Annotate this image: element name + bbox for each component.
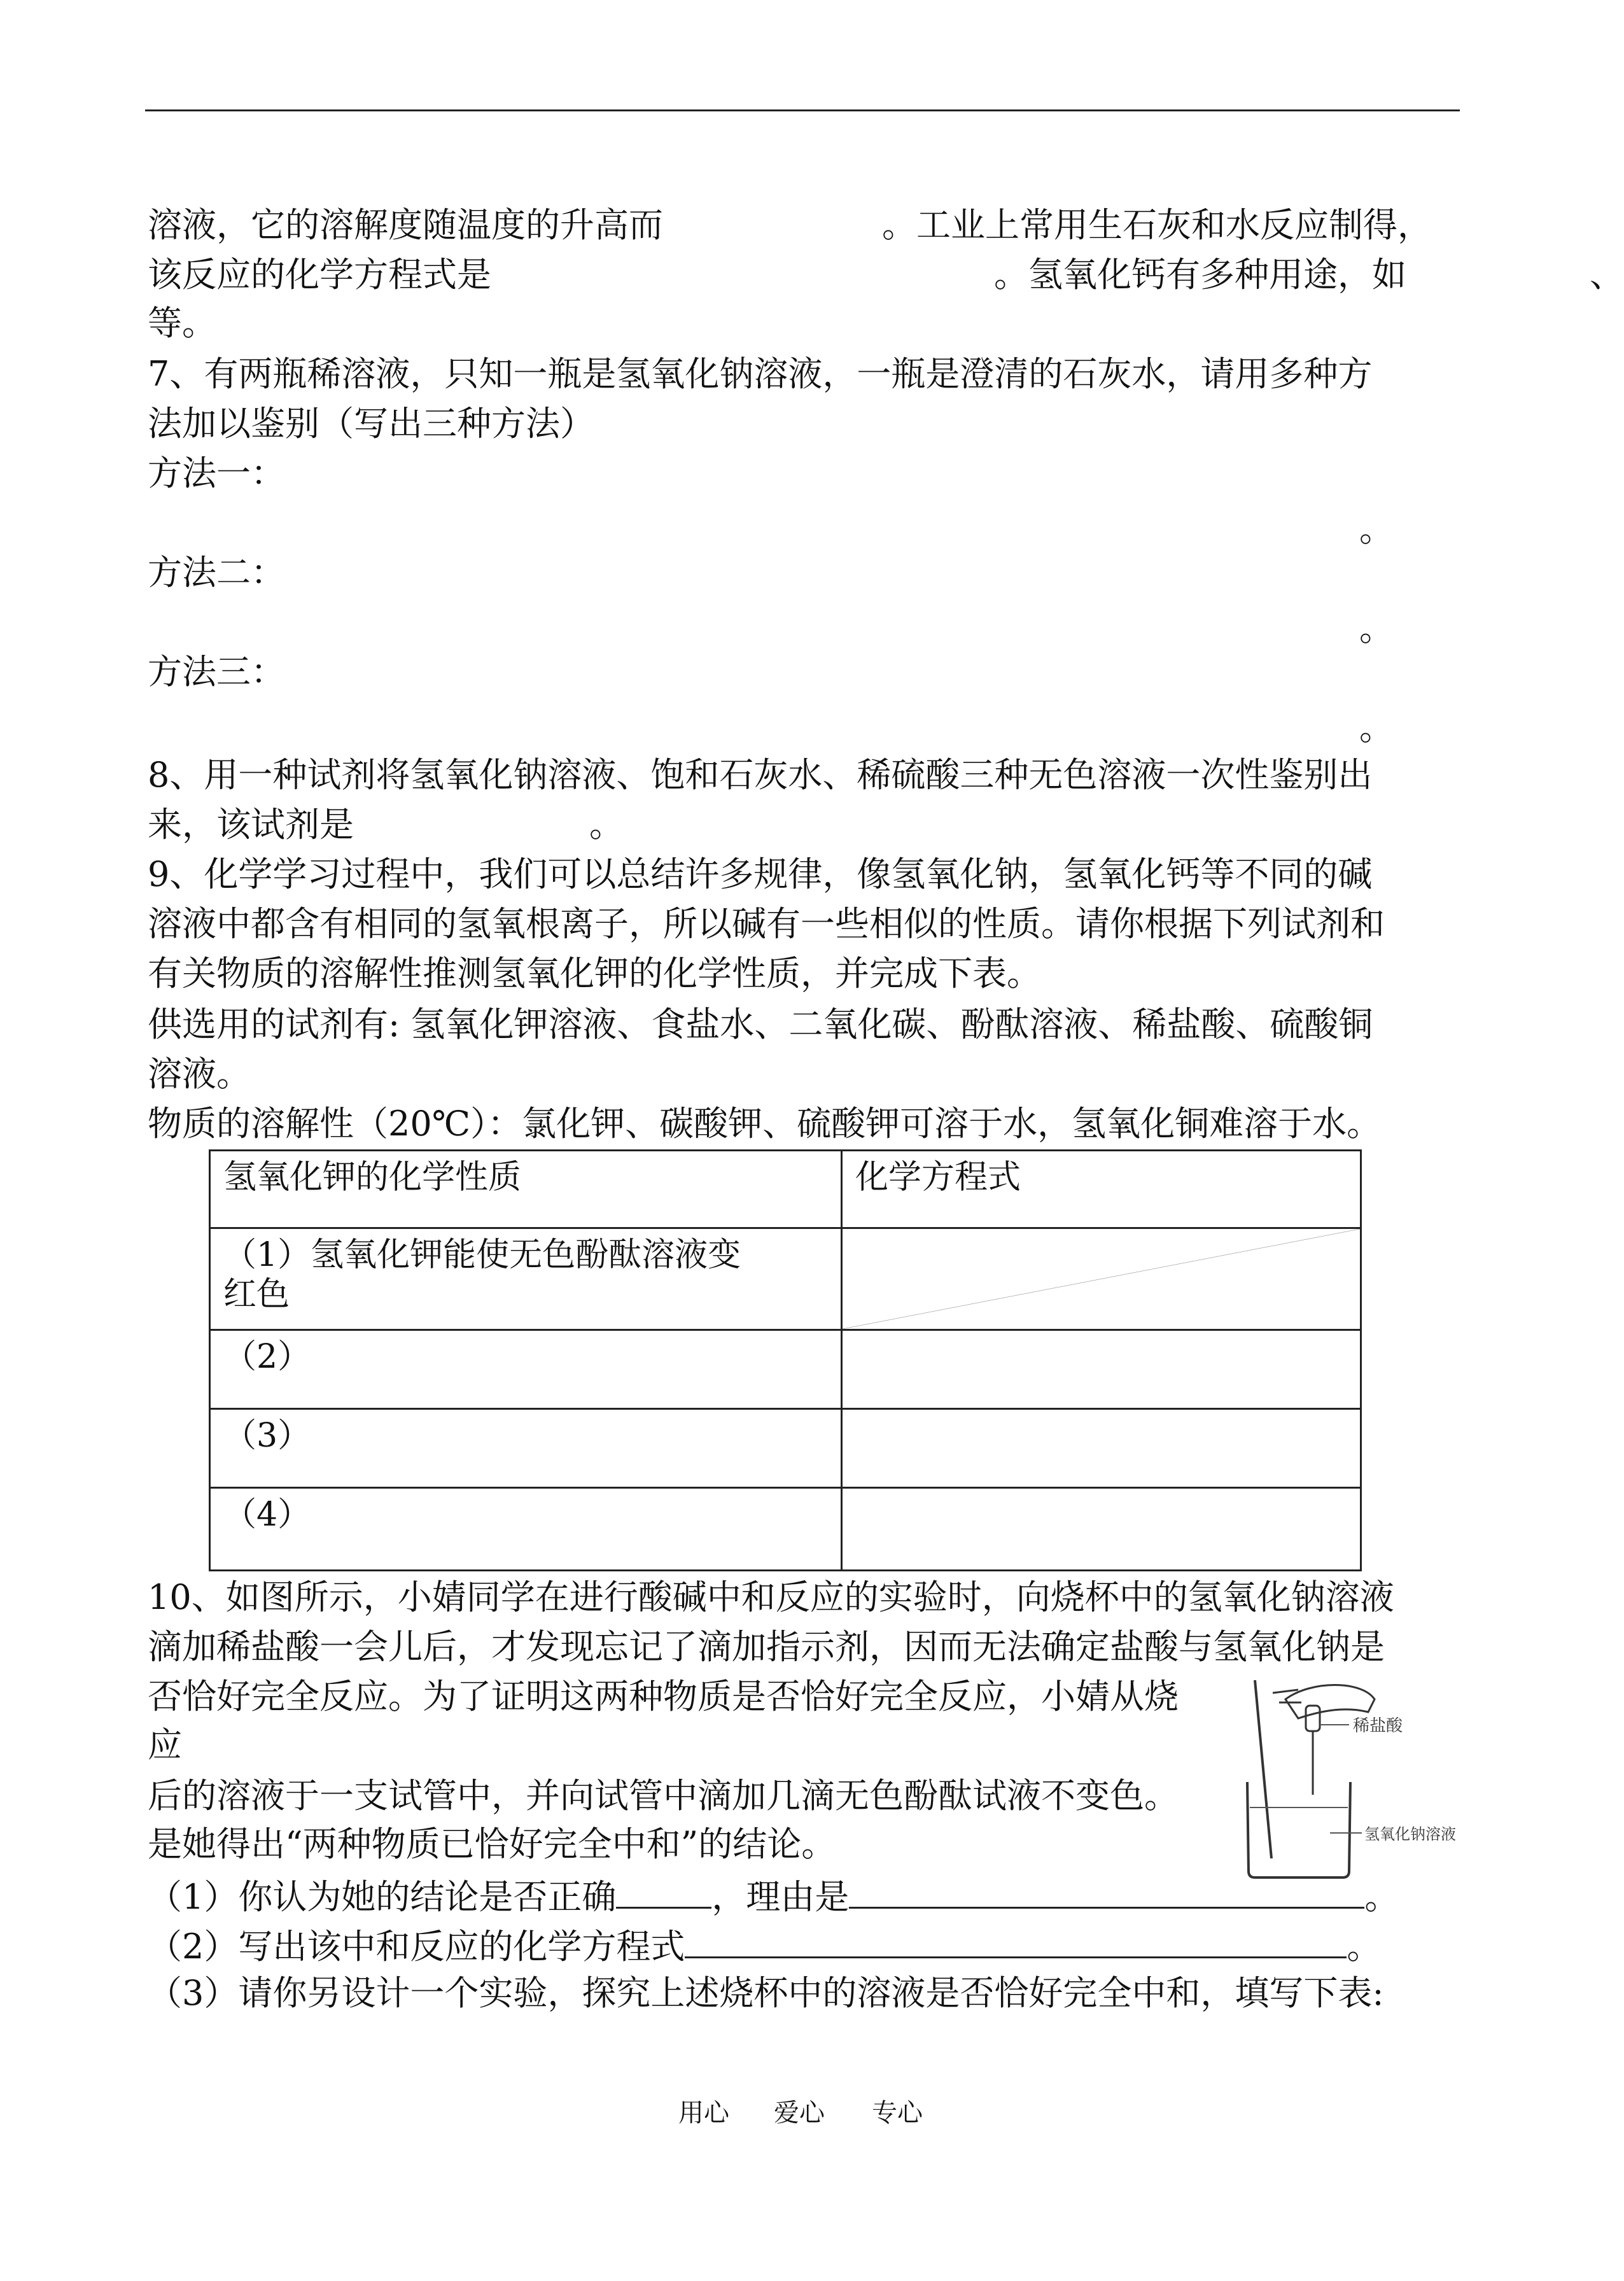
q8-line1: 8、用一种试剂将氢氧化钠溶液、饱和石灰水、稀硫酸三种无色溶液一次性鉴别出 xyxy=(148,755,1373,795)
q10-sub1 xyxy=(148,1874,1399,1918)
q10-line5: 后的溶液于一支试管中，并向试管中滴加几滴无色酚酞试液不变色。 xyxy=(148,1776,1179,1816)
q6-line1b: 。工业上常用生石灰和水反应制得， xyxy=(882,205,1432,245)
row4-equation-cell[interactable] xyxy=(842,1488,1361,1571)
q7-method3: 方法三： xyxy=(148,652,285,692)
correctness-blank[interactable] xyxy=(616,1874,711,1909)
dropper-bulb xyxy=(1306,1706,1320,1731)
q7-method1: 方法一： xyxy=(148,453,285,493)
table-row xyxy=(210,1488,1361,1571)
q9-line4: 供选用的试剂有: 氢氧化钾溶液、食盐水、二氧化碳、酚酞溶液、稀盐酸、硫酸铜 xyxy=(148,1004,1373,1044)
q10-line6: 是她得出“两种物质已恰好完全中和”的结论。 xyxy=(148,1824,836,1864)
diagonal-slash xyxy=(843,1229,1360,1329)
q10-sub3: （3）请你另设计一个实验，探究上述烧杯中的溶液是否恰好完全中和，填写下表: xyxy=(148,1973,1384,2013)
q10-sub2-end: 。 xyxy=(1347,1927,1382,1967)
equation-blank[interactable] xyxy=(685,1923,1347,1958)
q9-line6: 物质的溶解性（20℃）：氯化钾、碳酸钾、硫酸钾可溶于水，氢氧化铜难溶于水。 xyxy=(148,1104,1382,1144)
row3-property: （3） xyxy=(210,1409,842,1488)
row1-property xyxy=(210,1228,842,1330)
q8-line2b: 。 xyxy=(589,804,624,845)
q10-line2: 滴加稀盐酸一会儿后，才发现忘记了滴加指示剂，因而无法确定盐酸与氢氧化钠是 xyxy=(148,1627,1385,1667)
row2-equation-cell[interactable] xyxy=(842,1330,1361,1409)
q10-line1: 10、如图所示，小婧同学在进行酸碱中和反应的实验时，向烧杯中的氢氧化钠溶液 xyxy=(148,1577,1394,1617)
glass-rod xyxy=(1255,1680,1271,1858)
footer-word-3: 专心 xyxy=(872,2098,923,2128)
q6-line2b: 。氢氧化钙有多种用途，如 xyxy=(994,255,1406,295)
row1-line-a: （1）氢氧化钾能使无色酚酞溶液变 xyxy=(223,1236,741,1274)
q7-method2: 方法二： xyxy=(148,552,285,593)
q9-line1: 9、化学学习过程中，我们可以总结许多规律，像氢氧化钠，氢氧化钙等不同的碱 xyxy=(148,854,1373,894)
q10-sub1-end: 。 xyxy=(1364,1877,1399,1917)
koh-properties-table xyxy=(209,1149,1362,1571)
q7-line1: 7、有两瓶稀溶液，只知一瓶是氢氧化钠溶液，一瓶是澄清的石灰水，请用多种方 xyxy=(148,354,1373,394)
beaker-outline xyxy=(1247,1782,1350,1877)
header-property: 氢氧化钾的化学性质 xyxy=(210,1151,842,1228)
q10-line4: 应 xyxy=(148,1725,182,1765)
q7-method3-end: 。 xyxy=(1359,708,1394,748)
row2-property: （2） xyxy=(210,1330,842,1409)
q6-line2c: 、 xyxy=(1590,255,1624,295)
q10-sub1-reason: ，理由是 xyxy=(711,1877,850,1917)
row1-line-b: 红色 xyxy=(223,1275,290,1314)
q6-line1a: 溶液，它的溶解度随温度的升高而 xyxy=(148,205,663,245)
table-header-row xyxy=(210,1151,1361,1228)
beaker-dropper-figure xyxy=(1235,1667,1464,1884)
q7-line2: 法加以鉴别（写出三种方法） xyxy=(148,404,594,444)
table-row xyxy=(210,1330,1361,1409)
q9-line5: 溶液。 xyxy=(148,1054,251,1094)
q9-line3: 有关物质的溶解性推测氢氧化钾的化学性质，并完成下表。 xyxy=(148,953,1041,993)
footer-word-1: 用心 xyxy=(678,2098,729,2128)
table-row xyxy=(210,1228,1361,1330)
row3-equation-cell[interactable] xyxy=(842,1409,1361,1488)
q9-line2: 溶液中都含有相同的氢氧根离子，所以碱有一些相似的性质。请你根据下列试剂和 xyxy=(148,904,1385,944)
q10-sub2 xyxy=(148,1923,1381,1967)
q10-line3: 否恰好完全反应。为了证明这两种物质是否恰好完全反应，小婧从烧 xyxy=(148,1676,1179,1716)
base-label: 氢氧化钠溶液 xyxy=(1364,1825,1456,1843)
q10-sub1-text: （1）你认为她的结论是否正确 xyxy=(148,1877,617,1917)
q10-sub2-text: （2）写出该中和反应的化学方程式 xyxy=(148,1927,685,1967)
row1-equation-cell[interactable] xyxy=(842,1228,1361,1330)
q6-line3: 等。 xyxy=(148,303,216,343)
footer-word-2: 爱心 xyxy=(774,2098,825,2128)
q8-line2a: 来，该试剂是 xyxy=(148,804,354,845)
table-row xyxy=(210,1409,1361,1488)
q7-method1-end: 。 xyxy=(1359,509,1394,549)
header-rule xyxy=(145,109,1460,111)
q7-method2-end: 。 xyxy=(1359,608,1394,649)
acid-label: 稀盐酸 xyxy=(1353,1716,1403,1736)
header-equation: 化学方程式 xyxy=(842,1151,1361,1228)
q6-line2a: 该反应的化学方程式是 xyxy=(148,255,491,295)
row4-property: （4） xyxy=(210,1488,842,1571)
